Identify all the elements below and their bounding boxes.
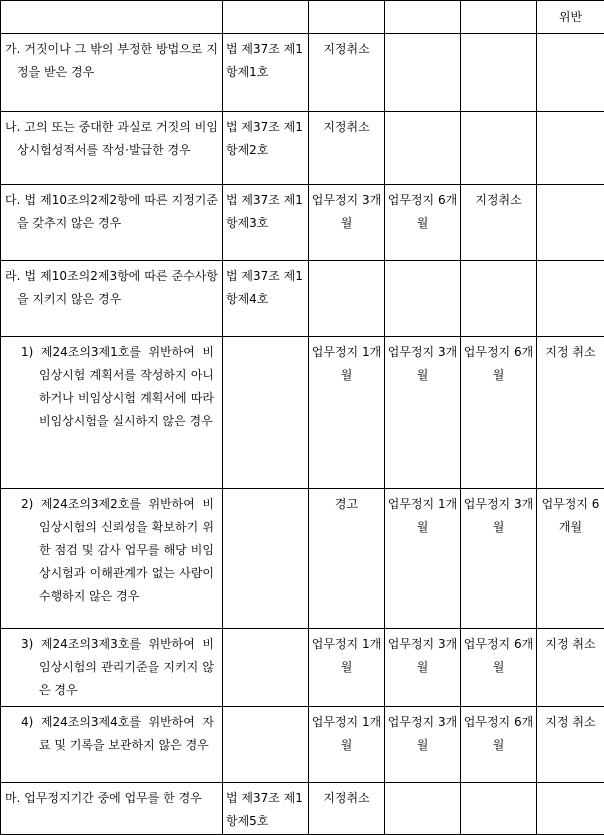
penalty-1: [309, 783, 385, 835]
law-text: 법 제37조 제1항제2호: [223, 112, 308, 162]
desc-text: 다. 법 제10조의2제2항에 따른 지정기준을 갖추지 않은 경우: [5, 189, 218, 235]
penalty-3: [461, 34, 537, 112]
legal-basis: [223, 783, 309, 835]
penalty-4: [537, 629, 604, 707]
desc-text: 라. 법 제10조의2제3항에 따른 준수사항을 지키지 않은 경우: [5, 265, 218, 311]
violation-description: [1, 783, 223, 835]
penalty-4: [537, 185, 604, 261]
penalty-text: 업무정지 3개월: [385, 337, 460, 387]
penalty-4: [537, 337, 604, 489]
penalty-1: [309, 112, 385, 185]
legal-basis: [223, 185, 309, 261]
penalty-text: 지정취소: [309, 112, 384, 139]
penalty-4: [537, 261, 604, 337]
violation-description: [1, 261, 223, 337]
violation-description: [1, 489, 223, 629]
penalty-text: 업무정지 1개월: [385, 489, 460, 539]
header-cell: [461, 1, 537, 34]
penalty-2: [385, 489, 461, 629]
violation-description: [1, 629, 223, 707]
penalty-text: [461, 34, 536, 38]
penalty-text: 지정취소: [309, 34, 384, 61]
penalty-text: 경고: [309, 489, 384, 516]
penalty-3: [461, 489, 537, 629]
header-cell: [223, 1, 309, 34]
penalty-1: [309, 629, 385, 707]
penalty-4: [537, 489, 604, 629]
table-row: [1, 34, 604, 112]
desc-text: 마. 업무정지기간 중에 업무를 한 경우: [5, 787, 218, 810]
penalty-4: [537, 34, 604, 112]
penalty-text: [385, 783, 460, 787]
penalty-text: 업무정지 3개월: [309, 185, 384, 235]
table-row: [1, 489, 604, 629]
table-row: [1, 261, 604, 337]
penalty-3: [461, 629, 537, 707]
penalty-text: [537, 783, 604, 787]
header-cell: [385, 1, 461, 34]
penalty-text: 업무정지 6개월: [537, 489, 604, 539]
penalty-text: [385, 261, 460, 265]
penalty-text: [385, 34, 460, 38]
law-text: 법 제37조 제1항제5호: [223, 783, 308, 833]
law-text: 법 제37조 제1항제1호: [223, 34, 308, 84]
legal-basis: [223, 337, 309, 489]
penalty-text: 업무정지 3개월: [461, 489, 536, 539]
penalty-text: 업무정지 6개월: [461, 337, 536, 387]
table-row: [1, 707, 604, 783]
desc-text: 1) 제24조의3제1호를 위반하여 비임상시험 계획서를 작성하지 아니하거나 비임상시험 계획서에 따라 비임상시험을 실시하지 않은 경우: [21, 341, 218, 433]
penalty-2: [385, 337, 461, 489]
penalty-2: [385, 185, 461, 261]
law-text: [223, 337, 308, 341]
legal-basis: [223, 629, 309, 707]
penalty-text: 업무정지 1개월: [309, 337, 384, 387]
penalty-2: [385, 261, 461, 337]
penalty-2: [385, 34, 461, 112]
penalty-2: [385, 707, 461, 783]
penalty-text: 업무정지 6개월: [461, 707, 536, 757]
law-text: [223, 629, 308, 633]
penalty-2: [385, 112, 461, 185]
law-text: [223, 489, 308, 493]
penalty-text: 업무정지 3개월: [385, 707, 460, 757]
penalty-4: [537, 707, 604, 783]
penalty-text: [461, 783, 536, 787]
penalty-text: [385, 112, 460, 116]
penalty-4: [537, 783, 604, 835]
violation-description: [1, 34, 223, 112]
table-row: [1, 629, 604, 707]
table-row: [1, 783, 604, 835]
penalty-text: [461, 261, 536, 265]
header-cell: [309, 1, 385, 34]
penalty-text: 지정 취소: [537, 707, 604, 734]
desc-text: 3) 제24조의3제3호를 위반하여 비임상시험의 관리기준을 지키지 않은 경우: [21, 633, 218, 702]
penalty-text: 지정취소: [461, 185, 536, 212]
desc-text: 2) 제24조의3제2호를 위반하여 비임상시험의 신뢰성을 확보하기 위한 점검 및 감사 업무를 해당 비임상시험과 이해관계가 없는 사람이 수행하지 않은 경우: [21, 493, 218, 608]
violation-description: [1, 337, 223, 489]
penalty-3: [461, 261, 537, 337]
violation-description: [1, 185, 223, 261]
penalty-text: 업무정지 1개월: [309, 707, 384, 757]
legal-basis: [223, 261, 309, 337]
table-row: [1, 337, 604, 489]
desc-text: 가. 거짓이나 그 밖의 부정한 방법으로 지정을 받은 경우: [5, 38, 218, 84]
penalty-text: [537, 34, 604, 38]
violation-description: [1, 707, 223, 783]
header-cell: [1, 1, 223, 34]
penalty-4: [537, 112, 604, 185]
penalty-text: [537, 261, 604, 265]
header-violation-label: [537, 1, 604, 34]
penalty-1: [309, 34, 385, 112]
penalty-1: [309, 489, 385, 629]
penalty-1: [309, 337, 385, 489]
penalty-text: 지정 취소: [537, 629, 604, 656]
penalty-3: [461, 707, 537, 783]
violation-description: [1, 112, 223, 185]
penalty-3: [461, 112, 537, 185]
law-text: 법 제37조 제1항제4호: [223, 261, 308, 311]
penalty-3: [461, 185, 537, 261]
table-row: [1, 185, 604, 261]
law-text: 법 제37조 제1항제3호: [223, 185, 308, 235]
header-text: 위반: [559, 10, 582, 24]
penalty-text: [461, 112, 536, 116]
penalty-1: [309, 185, 385, 261]
penalty-text: [309, 261, 384, 265]
law-text: [223, 707, 308, 711]
penalty-1: [309, 261, 385, 337]
desc-text: 4) 제24조의3제4호를 위반하여 자료 및 기록을 보관하지 않은 경우: [21, 711, 218, 757]
penalty-text: 업무정지 3개월: [385, 629, 460, 679]
penalty-text: 업무정지 6개월: [385, 185, 460, 235]
legal-basis: [223, 489, 309, 629]
legal-basis: [223, 34, 309, 112]
penalty-2: [385, 629, 461, 707]
penalty-text: 지정 취소: [537, 337, 604, 364]
penalty-3: [461, 783, 537, 835]
penalty-1: [309, 707, 385, 783]
legal-basis: [223, 707, 309, 783]
penalty-text: 업무정지 1개월: [309, 629, 384, 679]
desc-text: 나. 고의 또는 중대한 과실로 거짓의 비임상시험성적서를 작성·발급한 경우: [5, 116, 218, 162]
penalty-2: [385, 783, 461, 835]
legal-basis: [223, 112, 309, 185]
penalty-text: 업무정지 6개월: [461, 629, 536, 679]
header-row: [1, 1, 604, 34]
table-row: [1, 112, 604, 185]
penalty-3: [461, 337, 537, 489]
penalty-text: [537, 185, 604, 189]
penalty-text: 지정취소: [309, 783, 384, 810]
penalty-text: [537, 112, 604, 116]
